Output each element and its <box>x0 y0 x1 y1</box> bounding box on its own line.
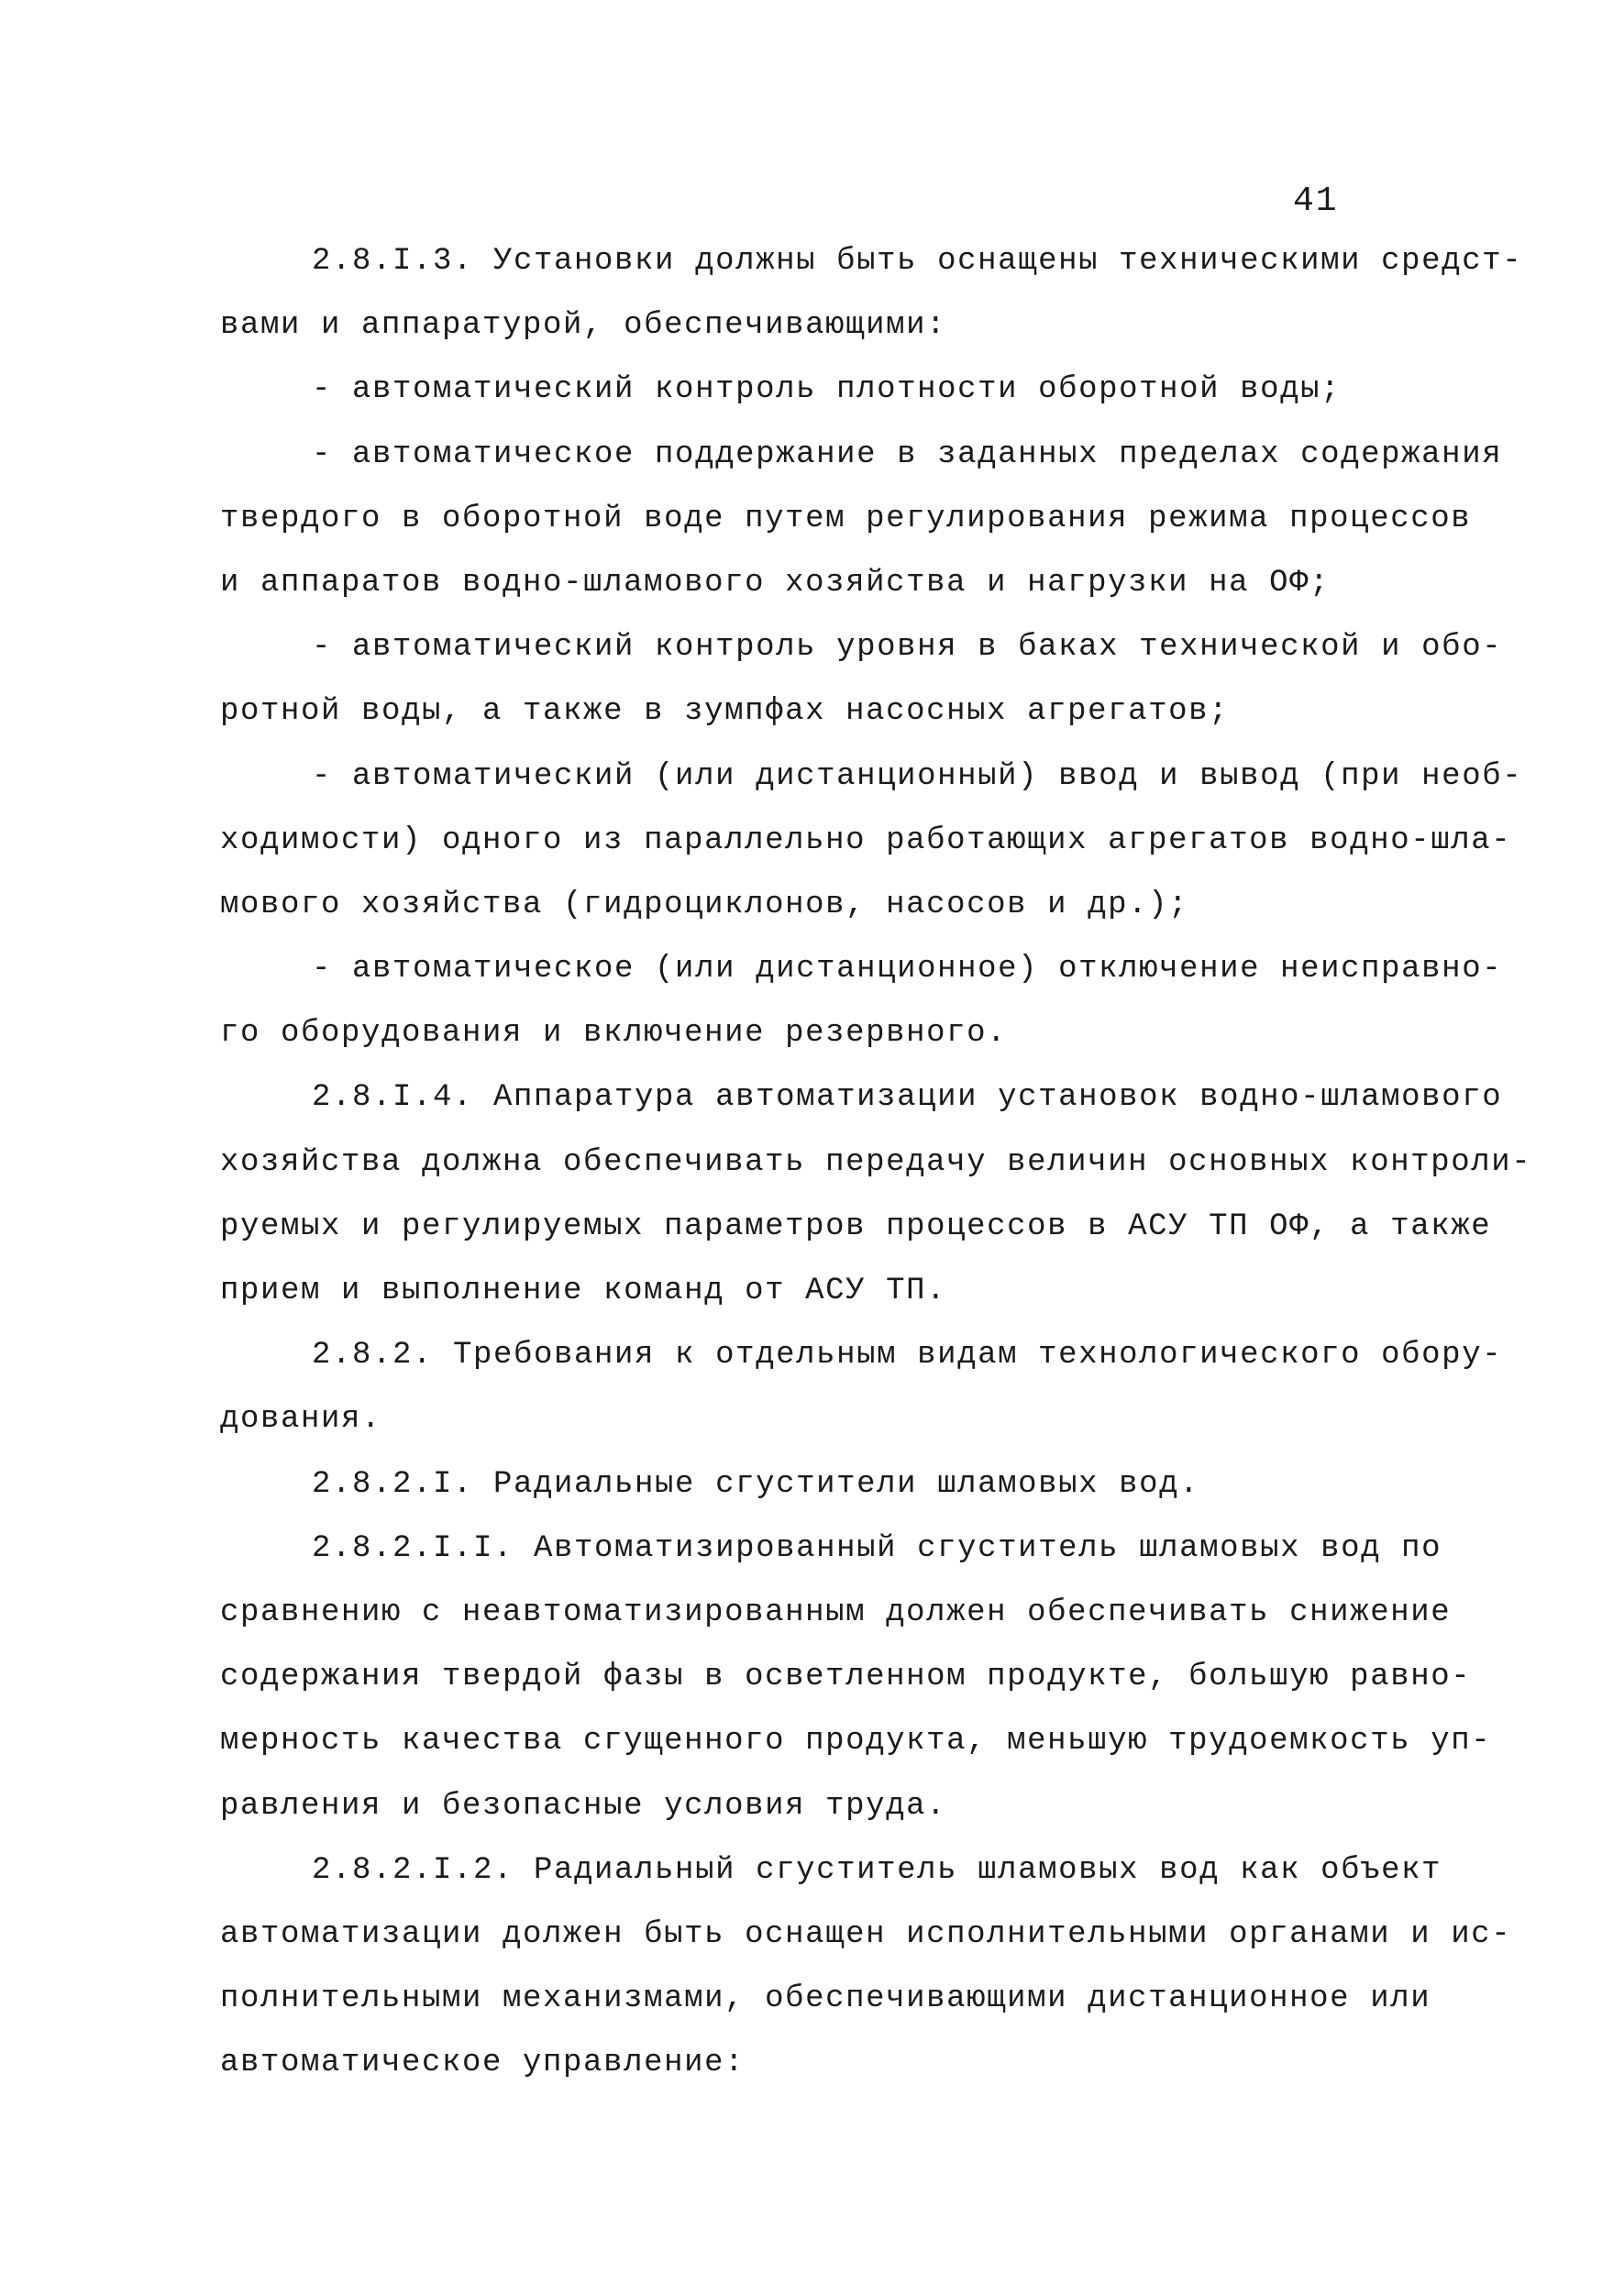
text-line: 2.8.2.I. Радиальные сгустители шламовых вод. <box>312 1466 1200 1502</box>
text-line: мового хозяйства (гидроциклонов, насосов и др.); <box>220 887 1189 922</box>
text-line: го оборудования и включение резервного. <box>220 1016 1008 1052</box>
text-line: твердого в оборотной воде путем регулирования режима процессов <box>220 501 1472 536</box>
text-line: вами и аппаратурой, обеспечивающими: <box>220 308 947 344</box>
text-line: прием и выполнение команд от АСУ ТП. <box>220 1274 947 1308</box>
text-line: равления и безопасные условия труда. <box>220 1788 947 1824</box>
document-body <box>220 229 1532 2095</box>
text-line: дования. <box>220 1402 382 1438</box>
text-line: ротной воды, а также в зумпфах насосных агрегатов; <box>220 694 1230 730</box>
text-line: хозяйства должна обеспечивать передачу величин основных контроли- <box>220 1144 1532 1180</box>
text-line: 2.8.I.4. Аппаратура автоматизации установок водно-шламового <box>312 1080 1503 1116</box>
text-line: 2.8.2.I.I. Автоматизированный сгуститель шламовых вод по <box>312 1530 1442 1566</box>
text-line: сравнению с неавтоматизированным должен обеспечивать снижение <box>220 1594 1452 1630</box>
text-line: - автоматическое (или дистанционное) отключение неисправно- <box>312 952 1503 988</box>
text-line: и аппаратов водно-шламового хозяйства и нагрузки на ОФ; <box>220 565 1331 601</box>
text-line: 2.8.2. Требования к отдельным видам технологического обору- <box>312 1338 1503 1374</box>
text-line: 2.8.2.I.2. Радиальный сгуститель шламовых вод как объект <box>312 1852 1442 1888</box>
text-line: полнительными механизмами, обеспечивающими дистанционное или <box>220 1981 1431 2017</box>
text-line: содержания твердой фазы в осветленном продукте, большую равно- <box>220 1660 1472 1695</box>
text-line: - автоматический контроль уровня в баках технической и обо- <box>312 630 1503 666</box>
text-line: - автоматический контроль плотности оборотной воды; <box>312 372 1342 408</box>
text-line: 2.8.I.3. Установки должны быть оснащены техническими средст- <box>312 244 1523 279</box>
text-line: мерность качества сгущенного продукта, меньшую трудоемкость уп- <box>220 1724 1492 1760</box>
text-line: руемых и регулируемых параметров процессов в АСУ ТП ОФ, а также <box>220 1208 1492 1244</box>
text-line: - автоматическое поддержание в заданных пределах содержания <box>312 436 1503 472</box>
text-line: ходимости) одного из параллельно работающих агрегатов водно-шла- <box>220 822 1512 858</box>
page-number: 41 <box>1293 182 1339 221</box>
text-line: - автоматический (или дистанционный) ввод и вывод (при необ- <box>312 758 1523 794</box>
text-line: автоматизации должен быть оснащен исполнительными органами и ис- <box>220 1916 1512 1952</box>
text-line: автоматическое управление: <box>220 2046 746 2081</box>
